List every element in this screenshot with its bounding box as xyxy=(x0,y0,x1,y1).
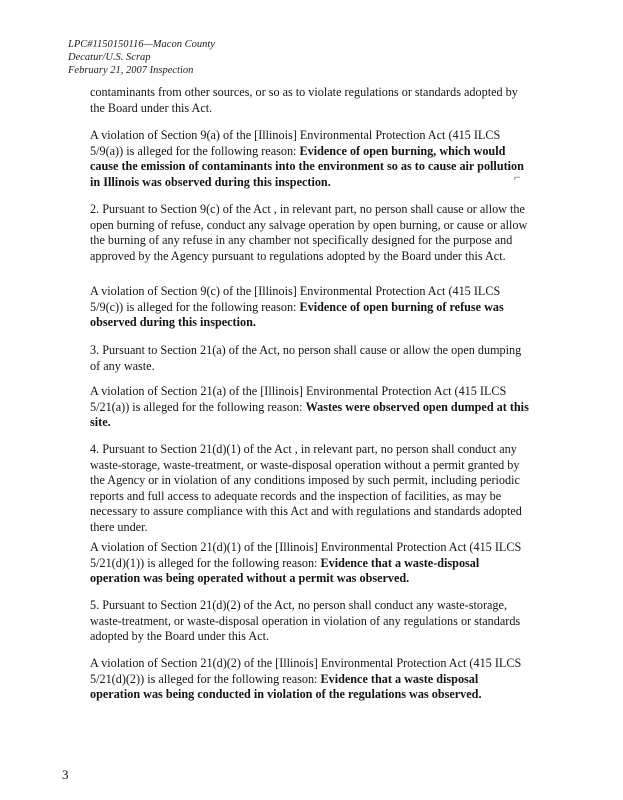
header-inspection-line: February 21, 2007 Inspection xyxy=(68,65,194,76)
section-9c-paragraph xyxy=(90,202,530,264)
header-site-line: Decatur/U.S. Scrap xyxy=(68,52,151,63)
paragraph-bold-text: Evidence of open burning of refuse was observed during this inspection. xyxy=(90,299,504,330)
paragraph-bold-text: Evidence that a waste disposal operation was being conducted in violation of the regulations was observed. xyxy=(90,671,482,702)
paragraph-text: A violation of Section 21(d)(1) of the [Illinois] Environmental Protection Act (415 ILCS 5/21(d)(1)) is alleged for the following reason: xyxy=(90,540,522,570)
paragraph-bold-text: Evidence that a waste-disposal operation was being operated without a permit was observed. xyxy=(90,555,480,586)
paragraph-text: 3. Pursuant to Section 21(a) of the Act, no person shall cause or allow the open dumping of any waste. xyxy=(90,343,522,373)
stray-mark: ⌐ xyxy=(514,170,521,184)
paragraph-text: 4. Pursuant to Section 21(d)(1) of the Act , in relevant part, no person shall conduct any waste-storage, waste-treatment, or waste-disposal operation without a permit granted by the Agency or in violation of any conditions imposed by such permit, including periodic reports and full access to adequate records and the inspection of facilities, as may be necessary to assure compliance with this Act and with regulations and standards adopted there under. xyxy=(90,442,522,534)
document-header xyxy=(68,38,215,77)
page-number: 3 xyxy=(62,767,69,782)
paragraph-text: 5. Pursuant to Section 21(d)(2) of the Act, no person shall conduct any waste-storage, waste-treatment, or waste-disposal operation in violation of any regulations or standards adopted by the Board under this Act. xyxy=(90,598,521,644)
section-21d2-paragraph xyxy=(90,598,530,645)
paragraph-bold-text: Evidence of open burning, which would cause the emission of contaminants into the environment so as to cause air pollution in Illinois was observed during this inspection. xyxy=(90,143,524,189)
violation-21a-paragraph xyxy=(90,384,530,431)
paragraph-text: A violation of Section 21(d)(2) of the [Illinois] Environmental Protection Act (415 ILCS 5/21(d)(2)) is alleged for the following reason: xyxy=(90,656,522,686)
header-case-line: LPC#1150150116—Macon County xyxy=(68,39,215,50)
paragraph-text: A violation of Section 9(c) of the [Illinois] Environmental Protection Act (415 ILCS 5/9(c)) is alleged for the following reason: xyxy=(90,284,501,314)
violation-9a-paragraph xyxy=(90,128,530,190)
violation-21d1-paragraph xyxy=(90,540,530,587)
paragraph-text: 2. Pursuant to Section 9(c) of the Act , in relevant part, no person shall cause or allow the open burning of refuse, conduct any salvage operation by open burning, or cause or allow the burning of any refuse in any chamber not specifically designed for the purpose and approved by the Agency pursuant to regulations adopted by the Board under this Act. xyxy=(90,202,528,263)
paragraph-text: A violation of Section 9(a) of the [Illinois] Environmental Protection Act (415 ILCS 5/9(a)) is alleged for the following reason: xyxy=(90,128,501,158)
paragraph-text: contaminants from other sources, or so as to violate regulations or standards adopted by the Board under this Act. xyxy=(90,85,518,115)
section-21d1-paragraph xyxy=(90,442,530,536)
paragraph-bold-text: Wastes were observed open dumped at this site. xyxy=(90,399,529,430)
paragraph-text: A violation of Section 21(a) of the [Illinois] Environmental Protection Act (415 ILCS 5/21(a)) is alleged for the following reason: xyxy=(90,384,507,414)
paragraph-continuation xyxy=(90,85,530,116)
violation-9c-paragraph xyxy=(90,284,530,331)
section-21a-paragraph xyxy=(90,343,530,374)
violation-21d2-paragraph xyxy=(90,656,530,703)
